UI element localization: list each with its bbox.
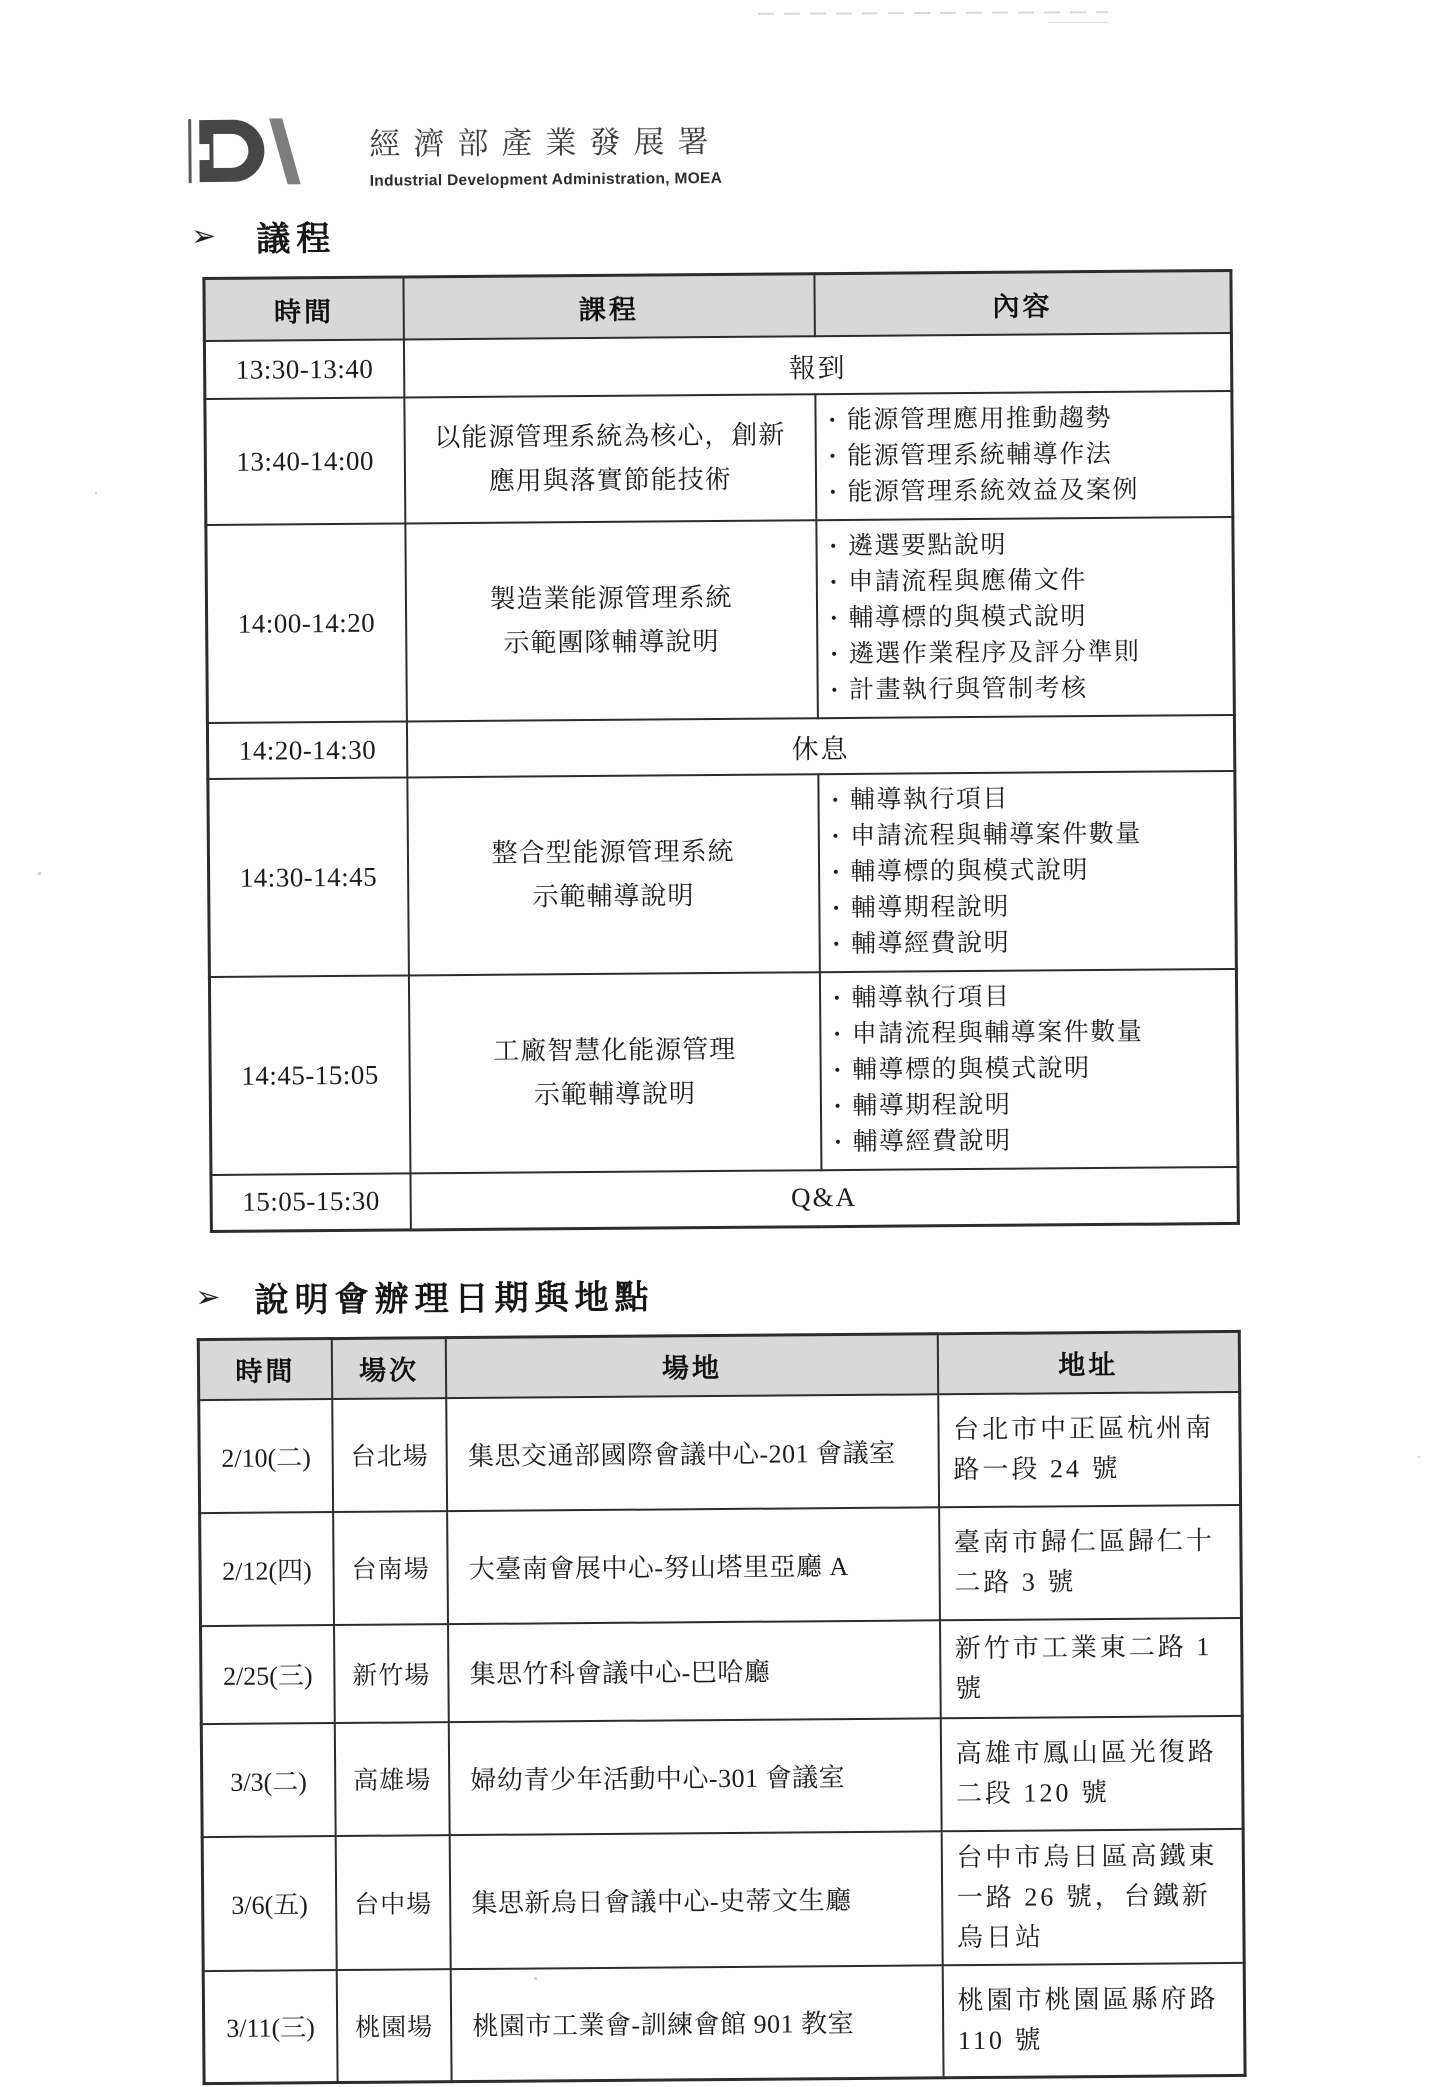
table-row xyxy=(201,1715,1243,1836)
content-item: · 申請流程與輔導案件數量 xyxy=(831,816,1228,855)
table-row xyxy=(201,1617,1243,1723)
course-line: 示範團隊輔導說明 xyxy=(503,626,720,658)
address-cell: 台中市烏日區高鐵東一路 26 號，台鐵新烏日站 xyxy=(941,1828,1244,1964)
agenda-section-heading xyxy=(191,202,1435,261)
content-item: · 輔導標的與模式說明 xyxy=(833,1050,1230,1089)
course-cell xyxy=(404,394,816,523)
content-item: · 輔導執行項目 xyxy=(832,978,1229,1017)
course-line: 示範輔導說明 xyxy=(532,881,695,912)
venue-cell: 集思交通部國際會議中心-201 會議室 xyxy=(446,1394,938,1511)
table-row xyxy=(204,333,1231,399)
venue-cell: 大臺南會展中心-努山塔里亞廳 A xyxy=(447,1507,939,1624)
table-row xyxy=(208,771,1237,977)
sessions-section-heading xyxy=(195,1263,1440,1322)
date-cell: 2/25(三) xyxy=(201,1625,335,1724)
date-cell: 2/10(二) xyxy=(199,1399,333,1513)
sessions-heading-text: 說明會辦理日期與地點 xyxy=(254,1279,655,1320)
content-item: · 計畫執行與管制考核 xyxy=(830,670,1227,709)
date-cell: 3/3(二) xyxy=(201,1723,335,1837)
content-cell xyxy=(818,771,1237,972)
content-item: · 能源管理系統輔導作法 xyxy=(828,436,1225,475)
table-row xyxy=(207,715,1234,779)
time-cell: 14:30-14:45 xyxy=(208,777,409,977)
col-header-content: 內容 xyxy=(814,270,1231,336)
course-line: 工廠智慧化能源管理 xyxy=(493,1034,737,1066)
agency-header xyxy=(187,104,1435,192)
session-cell: 高雄場 xyxy=(335,1722,450,1836)
table-row xyxy=(202,1828,1244,1970)
table-row xyxy=(199,1391,1241,1512)
address-cell: 臺南市歸仁區歸仁十二路 3 號 xyxy=(939,1504,1242,1619)
agenda-header-row xyxy=(204,270,1231,341)
table-row xyxy=(211,1167,1238,1231)
date-cell: 2/12(四) xyxy=(200,1512,334,1626)
col-header-venue: 場地 xyxy=(446,1333,938,1397)
table-row xyxy=(205,391,1233,525)
course-line: 以能源管理系統為核心，創新 xyxy=(434,420,786,453)
table-row xyxy=(203,1962,1245,2083)
scan-artifact-line xyxy=(1048,22,1108,23)
venue-cell: 桃園市工業會-訓練會館 901 教室 xyxy=(451,1965,943,2082)
address-cell: 桃園市桃園區縣府路 110 號 xyxy=(942,1962,1245,2077)
content-item: · 申請流程與應備文件 xyxy=(829,562,1226,601)
agenda-heading-text: 議程 xyxy=(256,220,337,259)
content-item: · 申請流程與輔導案件數量 xyxy=(833,1014,1230,1053)
agenda-table xyxy=(202,269,1239,1233)
sessions-header-row xyxy=(198,1331,1239,1400)
time-cell: 15:05-15:30 xyxy=(211,1173,411,1231)
sessions-table xyxy=(197,1329,1247,2085)
course-line: 製造業能源管理系統 xyxy=(489,582,733,614)
agency-name-en: Industrial Development Administration, MOEA xyxy=(369,169,723,190)
course-cell xyxy=(407,774,819,975)
table-row xyxy=(209,969,1238,1175)
session-cell: 台中場 xyxy=(335,1835,451,1970)
content-item: · 輔導標的與模式說明 xyxy=(830,598,1227,637)
course-cell xyxy=(409,972,821,1173)
col-header-time: 時間 xyxy=(198,1338,332,1400)
content-cell xyxy=(816,517,1235,718)
time-cell: 13:40-14:00 xyxy=(205,397,405,525)
arrow-bullet-icon: ➢ xyxy=(190,218,217,255)
content-item: · 輔導期程說明 xyxy=(832,888,1229,927)
content-item: · 遴選作業程序及評分準則 xyxy=(830,634,1227,673)
agency-name-block xyxy=(369,110,722,191)
date-cell: 3/6(五) xyxy=(202,1836,336,1971)
col-header-course: 課程 xyxy=(403,274,814,340)
content-item: · 遴選要點說明 xyxy=(829,526,1226,565)
content-cell xyxy=(815,391,1233,520)
qa-cell: Q&A xyxy=(410,1167,1238,1229)
course-cell xyxy=(405,520,817,721)
content-item: · 輔導期程說明 xyxy=(833,1086,1230,1125)
content-item: · 能源管理應用推動趨勢 xyxy=(828,400,1225,439)
content-item: · 能源管理系統效益及案例 xyxy=(829,472,1226,511)
course-line: 應用與落實節能技術 xyxy=(488,464,732,496)
session-cell: 新竹場 xyxy=(334,1624,449,1723)
col-header-time: 時間 xyxy=(204,277,404,341)
table-row xyxy=(206,517,1235,723)
session-cell: 台南場 xyxy=(333,1511,448,1625)
venue-cell: 集思竹科會議中心-巴哈廳 xyxy=(448,1620,940,1722)
course-line: 整合型能源管理系統 xyxy=(491,836,735,868)
break-cell: 休息 xyxy=(407,715,1235,777)
content-item: · 輔導標的與模式說明 xyxy=(832,852,1229,891)
arrow-bullet-icon: ➢ xyxy=(195,1279,221,1315)
venue-cell: 婦幼青少年活動中心-301 會議室 xyxy=(449,1718,941,1835)
venue-cell: 集思新烏日會議中心-史蒂文生廳 xyxy=(450,1831,942,1969)
time-cell: 14:45-15:05 xyxy=(209,975,410,1175)
address-cell: 新竹市工業東二路 1 號 xyxy=(940,1617,1243,1717)
course-line: 示範輔導說明 xyxy=(533,1079,697,1110)
date-cell: 3/11(三) xyxy=(203,1970,337,2084)
time-cell: 13:30-13:40 xyxy=(204,339,404,399)
address-cell: 高雄市鳳山區光復路二段 120 號 xyxy=(940,1715,1243,1830)
checkin-cell: 報到 xyxy=(404,333,1232,397)
col-header-address: 地址 xyxy=(937,1331,1239,1394)
content-item: · 輔導經費說明 xyxy=(832,924,1229,963)
time-cell: 14:20-14:30 xyxy=(207,721,407,779)
scan-artifact-line xyxy=(758,11,1108,15)
table-row xyxy=(200,1504,1242,1625)
session-cell: 桃園場 xyxy=(336,1969,451,2083)
content-item: · 輔導執行項目 xyxy=(831,780,1228,819)
content-cell xyxy=(819,969,1238,1170)
session-cell: 台北場 xyxy=(332,1398,447,1512)
content-item: · 輔導經費說明 xyxy=(834,1122,1231,1161)
ida-logo-icon xyxy=(187,113,324,192)
agency-name-zh: 經濟部產業發展署 xyxy=(369,123,722,162)
address-cell: 台北市中正區杭州南路一段 24 號 xyxy=(938,1391,1241,1506)
time-cell: 14:00-14:20 xyxy=(206,523,407,723)
col-header-session: 場次 xyxy=(331,1337,446,1398)
